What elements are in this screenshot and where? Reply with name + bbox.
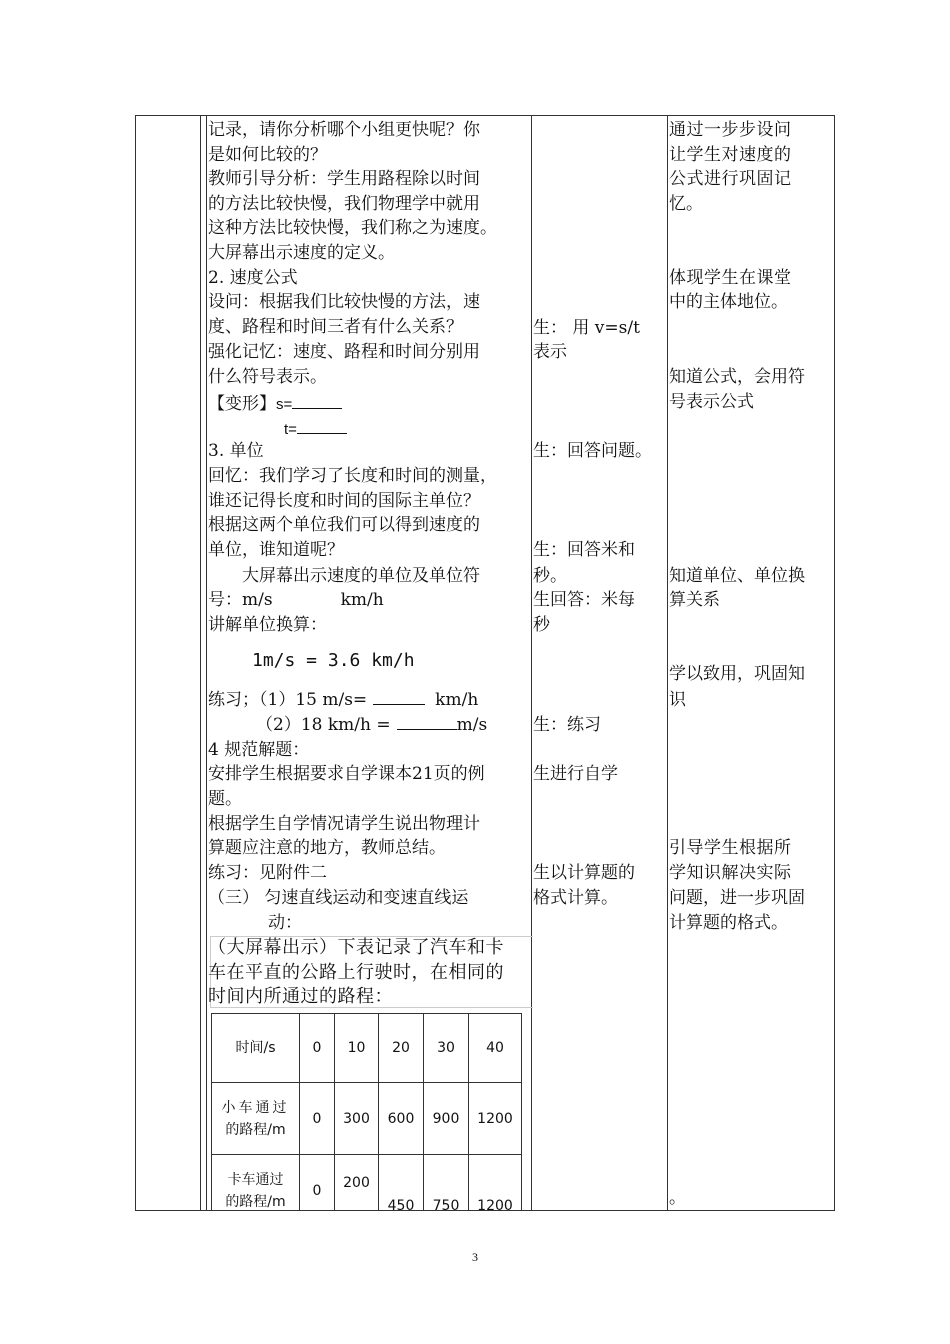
text-line: 车在平直的公路上行驶时，在相同的 bbox=[208, 962, 504, 983]
t-label: t= bbox=[284, 421, 297, 438]
section-heading: 3. 单位 bbox=[208, 441, 264, 461]
table-cell: 600 bbox=[379, 1083, 424, 1155]
student-response: 生：回答问题。 bbox=[533, 441, 652, 461]
table-cell: 10 bbox=[335, 1014, 379, 1083]
intent-text: 计算题的格式。 bbox=[669, 913, 788, 933]
intent-text: 中的主体地位。 bbox=[669, 292, 788, 312]
student-response: 表示 bbox=[533, 342, 567, 362]
label-line: 卡车通过 bbox=[227, 1171, 284, 1188]
unit-kmh: km/h bbox=[340, 590, 384, 610]
table-cell: 20 bbox=[379, 1014, 424, 1083]
student-response: 生：练习 bbox=[533, 715, 601, 735]
text-line: 谁还记得长度和时间的国际主单位？ bbox=[208, 491, 480, 511]
exercise-2 bbox=[256, 713, 487, 737]
distance-time-table bbox=[211, 1013, 522, 1210]
lesson-table bbox=[135, 115, 835, 1211]
unit-symbols bbox=[208, 588, 384, 612]
intent-text: 通过一步步设问 bbox=[669, 120, 792, 140]
table-row bbox=[212, 1155, 522, 1211]
exercise-2-text: （2）18 km/h = bbox=[256, 715, 391, 735]
table-row bbox=[212, 1083, 522, 1155]
blank-line bbox=[292, 394, 342, 409]
student-activity-column bbox=[533, 116, 666, 1210]
text-line: （大屏幕出示）下表记录了汽车和卡 bbox=[208, 937, 504, 958]
bracket-label: 【变形】 bbox=[208, 394, 276, 414]
text-line: 的方法比较快慢，我们物理学中就用 bbox=[208, 194, 480, 214]
student-response: 生：回答米和 bbox=[533, 540, 635, 560]
design-intent-column bbox=[669, 116, 835, 1210]
section-heading: （三） 匀速直线运动和变速直线运 bbox=[208, 888, 469, 908]
text-line: 题。 bbox=[208, 789, 242, 809]
text-line: 安排学生根据要求自学课本21页的例 bbox=[208, 764, 485, 784]
table-header: 时间/s bbox=[212, 1014, 300, 1083]
table-cell: 40 bbox=[469, 1014, 522, 1083]
blank-line bbox=[373, 691, 425, 705]
text-line: 大屏幕出示速度的定义。 bbox=[208, 243, 395, 263]
intent-text: 识 bbox=[669, 690, 686, 710]
formula-variant-s bbox=[208, 392, 342, 417]
text-line: 单位，谁知道呢？ bbox=[208, 540, 344, 560]
table-cell: 900 bbox=[424, 1083, 469, 1155]
intent-text: 号表示公式 bbox=[669, 392, 754, 412]
table-cell: 30 bbox=[424, 1014, 469, 1083]
text-line: 教师引导分析：学生用路程除以时间 bbox=[208, 169, 480, 189]
intent-text: 知道单位、单位换 bbox=[669, 566, 805, 586]
text-line: 时间内所通过的路程： bbox=[208, 986, 393, 1007]
table-cell: 0 bbox=[300, 1155, 335, 1211]
student-response: 秒 bbox=[533, 615, 550, 635]
intent-text: 让学生对速度的 bbox=[669, 145, 792, 165]
page-number: 3 bbox=[472, 1250, 478, 1264]
table-cell: 200 bbox=[335, 1155, 379, 1211]
table-cell: 0 bbox=[300, 1014, 335, 1083]
table-cell: 750 bbox=[424, 1155, 469, 1211]
label-line: 的路程/m bbox=[225, 1193, 286, 1210]
teacher-activity-column bbox=[208, 116, 533, 1210]
section-heading-cont: 动： bbox=[268, 913, 302, 933]
section-heading: 2. 速度公式 bbox=[208, 268, 298, 288]
intent-text: 公式进行巩固记 bbox=[669, 169, 792, 189]
student-response: 生回答：米每 bbox=[533, 590, 635, 610]
exercise-1-unit: km/h bbox=[435, 690, 479, 710]
student-response bbox=[533, 316, 640, 340]
exercise-1 bbox=[208, 688, 478, 712]
table-cell: 1200 bbox=[469, 1155, 522, 1211]
column-divider bbox=[206, 116, 207, 1210]
blank-line bbox=[297, 419, 347, 434]
text-line: 回忆：我们学习了长度和时间的测量， bbox=[208, 466, 497, 486]
student-response: 生进行自学 bbox=[533, 764, 618, 784]
text-line: 大屏幕出示速度的单位及单位符 bbox=[242, 566, 480, 586]
intent-text: 引导学生根据所 bbox=[669, 838, 792, 858]
intent-text: 知道公式，会用符 bbox=[669, 367, 805, 387]
intent-text: 学以致用，巩固知 bbox=[669, 664, 805, 684]
text-line: 这种方法比较快慢，我们称之为速度。 bbox=[208, 218, 497, 238]
text-line: 讲解单位换算： bbox=[208, 615, 327, 635]
exercise-1-text: 练习；（1）15 m/s= bbox=[208, 690, 368, 710]
student-response: 秒。 bbox=[533, 566, 567, 586]
unit-ms: 号：m/s bbox=[208, 590, 273, 610]
table-row bbox=[212, 1014, 522, 1083]
blank-line bbox=[397, 716, 457, 730]
section-heading: 4 规范解题： bbox=[208, 740, 310, 760]
table-cell: 450 bbox=[379, 1155, 424, 1211]
text-line: 度、路程和时间三者有什么关系？ bbox=[208, 317, 463, 337]
table-row-label bbox=[212, 1083, 300, 1155]
column-divider bbox=[200, 116, 201, 1210]
conversion-formula: 1m/s = 3.6 km/h bbox=[252, 650, 415, 671]
intent-text: 学知识解决实际 bbox=[669, 863, 792, 883]
text-line: 强化记忆：速度、路程和时间分别用 bbox=[208, 342, 480, 362]
student-response: 生以计算题的 bbox=[533, 863, 635, 883]
label-line: 小车通过 bbox=[221, 1099, 290, 1116]
intent-text: 问题，进一步巩固 bbox=[669, 888, 805, 908]
intent-text: 体现学生在课堂 bbox=[669, 268, 792, 288]
table-cell: 1200 bbox=[469, 1083, 522, 1155]
table-cell: 300 bbox=[335, 1083, 379, 1155]
intent-text: 算关系 bbox=[669, 590, 720, 610]
label-line: 的路程/m bbox=[225, 1121, 286, 1138]
intent-text: 忆。 bbox=[669, 194, 703, 214]
text-line: 记录，请你分析哪个小组更快呢？你 bbox=[208, 120, 480, 140]
exercise-2-unit: m/s bbox=[456, 715, 488, 735]
text-line: 什么符号表示。 bbox=[208, 367, 327, 387]
column-divider bbox=[667, 116, 668, 1210]
s-label: s= bbox=[276, 396, 293, 413]
intent-text: 。 bbox=[669, 1188, 686, 1208]
text-line: 根据这两个单位我们可以得到速度的 bbox=[208, 515, 480, 535]
text-line: 根据学生自学情况请学生说出物理计 bbox=[208, 814, 480, 834]
formula-variant-t bbox=[284, 417, 347, 442]
text-line: 是如何比较的？ bbox=[208, 145, 327, 165]
table-cell: 0 bbox=[300, 1083, 335, 1155]
text-line: 算题应注意的地方，教师总结。 bbox=[208, 838, 446, 858]
text-line: 练习：见附件二 bbox=[208, 863, 327, 883]
response-text: 生： 用 v=s/t bbox=[533, 318, 640, 338]
student-response: 格式计算。 bbox=[533, 888, 618, 908]
text-line: 设问：根据我们比较快慢的方法，速 bbox=[208, 292, 480, 312]
table-row-label bbox=[212, 1155, 300, 1211]
